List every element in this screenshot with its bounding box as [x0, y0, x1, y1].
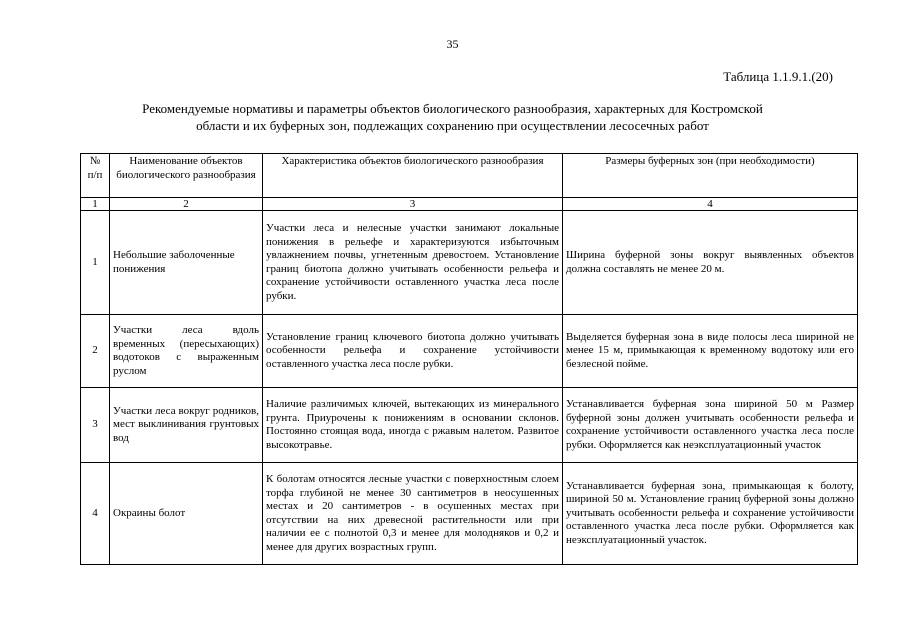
column-number-row [81, 198, 858, 211]
row-num: 2 [81, 315, 110, 388]
row-characteristic: К болотам относятся лесные участки с поверхностным слоем торфа глубиной не менее 30 сантиметров в неосушенных местах и 20 сантиметров - в осушенных местах при отсутствии на них древесной растительности или при наличии ее с полнотой 0,3 и менее для молодняков и 0,2 и менее для других возрастных групп. [263, 463, 563, 565]
row-buffer: Ширина буферной зоны вокруг выявленных объектов должна составлять не менее 20 м. [563, 211, 858, 315]
header-buffer: Размеры буферных зон (при необходимости) [563, 154, 858, 198]
header-characteristic: Характеристика объектов биологического разнообразия [263, 154, 563, 198]
table-row [81, 463, 858, 565]
column-number: 3 [263, 198, 563, 211]
column-number: 2 [110, 198, 263, 211]
table-row [81, 388, 858, 463]
header-name: Наименование объектов биологического разнообразия [110, 154, 263, 198]
table-row [81, 211, 858, 315]
table-title [0, 100, 905, 134]
row-num: 3 [81, 388, 110, 463]
row-name: Участки леса вдоль временных (пересыхающих) водотоков с выраженным руслом [110, 315, 263, 388]
row-num: 4 [81, 463, 110, 565]
row-num: 1 [81, 211, 110, 315]
row-buffer: Выделяется буферная зона в виде полосы леса шириной не менее 15 м, примыкающая к временному водотоку или его безлесной пойме. [563, 315, 858, 388]
row-characteristic: Наличие различимых ключей, вытекающих из минерального грунта. Приурочены к понижениям в основании склонов. Постоянно стоящая вода, иногда с ржавым налетом. Развитое высокотравье. [263, 388, 563, 463]
biodiversity-table [80, 153, 858, 565]
column-number: 1 [81, 198, 110, 211]
header-row [81, 154, 858, 198]
row-name: Участки леса вокруг родников, мест выклинивания грунтовых вод [110, 388, 263, 463]
table-title-line-1: Рекомендуемые нормативы и параметры объектов биологического разнообразия, характерных для Костромской [142, 101, 763, 116]
row-buffer: Устанавливается буферная зона шириной 50 м Размер буферной зоны должен учитывать особенности рельефа и сохранение устойчивости оставленного участка леса после рубки. Оформляется как неэксплуатационный участок [563, 388, 858, 463]
row-characteristic: Участки леса и нелесные участки занимают локальные понижения в рельефе и характеризуются избыточным увлажнением почвы, угнетенным древостоем. Установление границ биотопа должно учитывать особенности рельефа и сохранение устойчивости оставленного участка леса после рубки. [263, 211, 563, 315]
row-characteristic: Установление границ ключевого биотопа должно учитывать особенности рельефа и сохранение устойчивости оставленного участка леса после рубки. [263, 315, 563, 388]
header-num: № п/п [81, 154, 110, 198]
column-number: 4 [563, 198, 858, 211]
table-row [81, 315, 858, 388]
row-name: Окраины болот [110, 463, 263, 565]
row-buffer: Устанавливается буферная зона, примыкающая к болоту, шириной 50 м. Установление границ буферной зоны должно учитывать особенности рельефа и сохранение устойчивости оставленного участка леса после рубки. Оформляется как неэксплуатационный участок. [563, 463, 858, 565]
page-number: 35 [446, 37, 459, 51]
table-reference: Таблица 1.1.9.1.(20) [723, 69, 833, 84]
table-title-line-2: области и их буферных зон, подлежащих сохранению при осуществлении лесосечных работ [196, 118, 709, 133]
row-name: Небольшие заболоченные понижения [110, 211, 263, 315]
